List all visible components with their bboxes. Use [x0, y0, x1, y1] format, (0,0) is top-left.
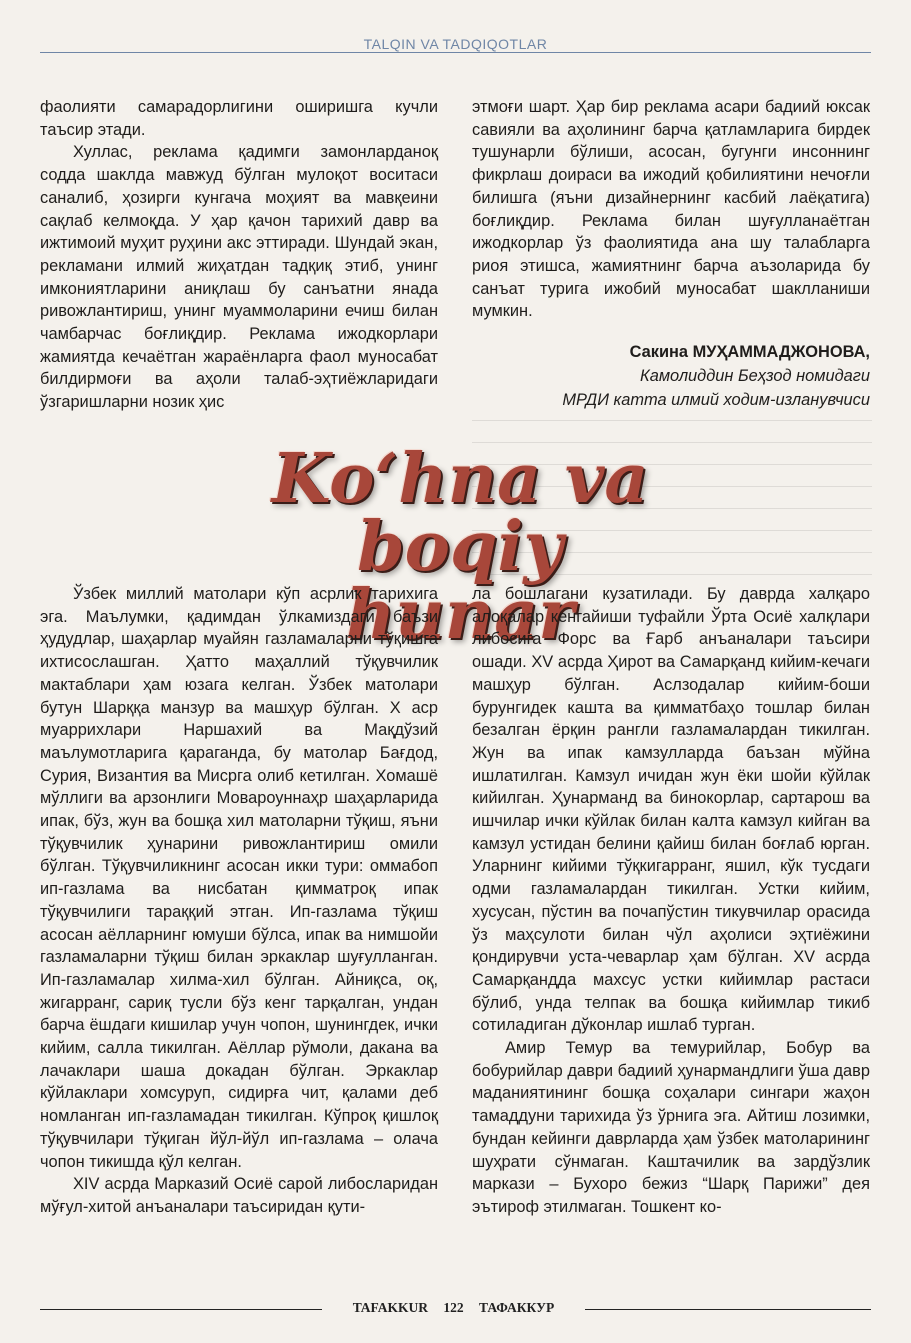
page-footer [0, 1296, 911, 1326]
paragraph: Хуллас, реклама қадимги замонларданоқ содда шаклда мавжуд бўлган мулоқот воситаси саналиб, ҳозирги кунгача моҳият ва мавқеини сақлаб келмоқда. У ҳар қачон тарихий давр ва ижтимоий муҳит руҳини акс эттиради. Шундай экан, рекламани илмий жиҳатдан тадқиқ этиб, унинг имкониятларини аниқлаш бу санъатни янада ривожлантириш, унинг муаммоларини ечиш билан чамбарчас боғлиқдир. Реклама ижодкорлари жамиятда кечаётган жараёнларга фаол муносабат билдирмоғи ва аҳоли талаб-эҳтиёжларидаги ўзгаришларни нозик ҳис [40, 143, 438, 412]
footer-rule-left [40, 1309, 322, 1310]
paragraph: XIV асрда Марказий Осиё сарой либосларидан мўғул-хитой анъаналари таъсиридан қути- [40, 1175, 438, 1216]
author-position-line1: Камолиддин Беҳзод номидаги [640, 367, 870, 385]
footer-magazine-latin: TAFAKKUR [352, 1300, 429, 1315]
paragraph: Ўзбек миллий матолари кўп асрлик тарихига эга. Маълумки, қадимдан ўлкамиздаги баъзи ҳудудлар, шаҳарлар муайян газламаларни тўқишга ихтисослашган. Ҳатто маҳаллий тўқувчилик мактаблари ҳам юзага келган. Ўзбек матолари бутун Шарққа манзур ва машҳур бўлган. X аср муаррихлари Наршахий ва Мақдўзий маълумотларига қараганда, бу матолар Бағдод, Сурия, Византия ва Мисрга олиб кетилган. Хомашё мўллиги ва арзонлиги Мовароуннаҳр шаҳарларида ипак, бўз, жун ва бошқа хил матоларни тўқиш, яъни тўқувчилик ҳунарини ривожлантириш омили бўлган. Тўқувчиликнинг асосан икки тури: оммабоп ип-газлама ва нисбатан қимматроқ ипак тўқувчилиги тараққий этган. Ип-газлама тўқиш асосан аёлларнинг юмуши бўлса, ипак ва нимшойи газламаларни тўқиш билан эркаклар шуғулланган. Ип-газламалар хилма-хил бўлган. Айниқса, оқ, жигарранг, сариқ тусли бўз кенг тарқалган, ундан барча ёшдаги кишилар учун чопон, шунингдек, ички кийим, салла тикилган. Аёллар рўмоли, дакана ва лачаклари шаша докадан бўлган. Эркаклар кўйлаклари хомсуруп, сидирға чит, қалами деб номланган ип-газламадан тикилган. Кўпроқ қишлоқ тўқувчилари тўқиган йўл-йўл ип-газлама – олача чопон тикишда қўл келган. [40, 585, 438, 1171]
running-header [0, 28, 911, 58]
header-rule [40, 52, 871, 53]
article1-column-left [40, 96, 438, 414]
article-title-line1: Ko‘hna va boqiy [271, 439, 649, 587]
paragraph: ла бошлагани кузатилади. Бу даврда халқаро алоқалар кенгайиши туфайли Ўрта Осиё халқлари либосига Форс ва Ғарб анъаналари таъсири ошади. XV асрда Ҳирот ва Самарқанд кийим-кечаги машҳур бўлган. Аслзодалар кийим-боши бурунгидек кашта ва қимматбаҳо тошлар билан безалган ёрқин рангли газламалардан тикилган. Жун ва ипак камзулларда баъзан мўйна ишлатилган. Камзул ичидан жун ёки шойи кўйлак кийилган. Ҳунарманд ва бинокорлар, сартарош ва ишчилар ички кўйлак билан калта камзул кийган ва камзул устидан белини қайиш билан боғлаб юрган. Уларнинг кийими тўқкигарранг, яшил, кўк тусдаги одми газламалардан тикилган. Устки кийим, хусусан, пўстин ва почапўстин тикувчилар орасида ўз маҳсулоти билан чўл аҳолиси эҳтиёжини қондирувчи уста-чеварлар ҳам бўлган. XV асрда Самарқандда махсус устки кийимлар растаси бўлиб, унда телпак ва бошқа кийимлар тикиб сотиладиган дўконлар ишлаб турган. [472, 585, 870, 1035]
article2-column-left [40, 583, 438, 1219]
article2-column-right [472, 583, 870, 1219]
footer-magazine-cyrillic: ТАФАККУР [479, 1300, 555, 1315]
footer-label [322, 1300, 585, 1316]
section-title [0, 36, 911, 52]
page-number: 122 [443, 1300, 464, 1315]
paragraph: этмоғи шарт. Ҳар бир реклама асари бадиий юксак савияли ва аҳолининг барча қатламларига бирдек тушунарли бўлиши, асосан, бугунги инсоннинг фикрлаш доираси ва ижодий қобилиятини нечоғли билишга (яъни дизайнернинг касбий лаёқатига) боғлиқдир. Реклама билан шуғулланаётган ижодкорлар ўз фаолиятида ана шу талабларга риоя этишса, жамиятнинг барча аъзоларида бу санъат турига ижобий муносабат шаклланиши мумкин. [472, 98, 870, 321]
paragraph: фаолияти самарадорлигини оширишга кучли таъсир этади. [40, 98, 438, 139]
paragraph: Амир Темур ва темурийлар, Бобур ва бобурийлар даври бадиий ҳунармандлиги ўша давр маданиятининг бошқа соҳалари сингари жаҳон тамаддуни тарихида ўз ўрнига эга. Айтиш лозимки, бундан кейинги даврларда ҳам ўзбек матоларининг шуҳрати сўнмаган. Каштачилик ва зардўзлик маркази – Бухоро бежиз “Шарқ Парижи” дея эътироф этилмаган. Тошкент ко- [472, 1039, 870, 1216]
author-signature [470, 340, 870, 412]
author-name: Сакина МУҲАММАДЖОНОВА, [629, 343, 870, 361]
section-title-text: TALQIN VA TADQIQOTLAR [356, 36, 556, 52]
footer-rule-right [585, 1309, 871, 1310]
author-position-line2: МРДИ катта илмий ходим-изланувчиси [562, 391, 870, 409]
article1-column-right [472, 96, 870, 323]
article-title-line2: hunar [345, 575, 575, 655]
